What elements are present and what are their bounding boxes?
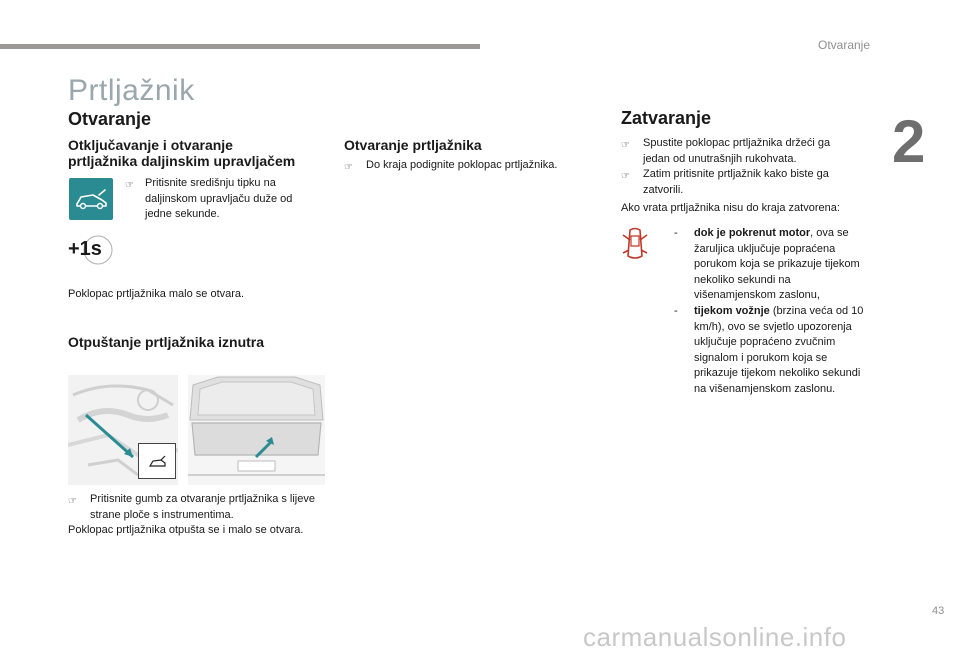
dash-marker: - xyxy=(674,227,678,239)
subsection-title-remote xyxy=(68,137,338,169)
bullet-marker: ☞ xyxy=(125,180,134,191)
trunk-release-icon xyxy=(139,444,175,478)
car-rear-illustration xyxy=(188,375,325,485)
subsection-title-open-trunk: Otvaranje prtljažnika xyxy=(344,137,482,153)
warning-driving xyxy=(694,304,874,397)
bullet-marker: ☞ xyxy=(621,140,630,151)
chapter-number: 2 xyxy=(892,108,926,175)
header-bar xyxy=(0,44,480,49)
bullet-marker: ☞ xyxy=(621,171,630,182)
section-heading-closing: Zatvaranje xyxy=(621,108,712,128)
not-closed-condition: Ako vrata prtljažnika nisu do kraja zatvorena: xyxy=(621,202,840,214)
dashboard-release-illustration xyxy=(68,375,178,485)
inside-result-text: Poklopac prtljažnika otpušta se i malo se otvara. xyxy=(68,524,304,536)
warning-engine-running-bold: dok je pokrenut motor xyxy=(694,227,811,239)
release-button-closeup xyxy=(138,443,176,479)
warning-driving-text: (brzina veća od 10 km/h), ovo se svjetlo upozorenja uključuje popraćeno zvučnim signalom i porukom koja se prikazuje tijekom nekoliko sekundi na višenamjenskom zaslonu. xyxy=(694,305,864,395)
closing-step-2: Zatim pritisnite prtljažnik kako biste ga zatvorili. xyxy=(643,168,829,196)
bullet-marker: ☞ xyxy=(68,496,77,507)
dash-marker: - xyxy=(674,305,678,317)
page-title: Prtljažnik xyxy=(68,74,195,107)
door-open-warning-icon xyxy=(620,226,650,262)
warning-engine-running xyxy=(694,226,874,304)
remote-result-text: Poklopac prtljažnika malo se otvara. xyxy=(68,288,245,300)
subsection-title-inside: Otpuštanje prtljažnika iznutra xyxy=(68,334,265,350)
inside-instruction: Pritisnite gumb za otvaranje prtljažnika s lijeve strane ploče s instrumentima. xyxy=(90,493,315,521)
page-number: 43 xyxy=(932,605,945,617)
car-rear-drawing xyxy=(188,375,325,485)
one-second-badge xyxy=(68,234,114,266)
watermark: carmanualsonline.info xyxy=(583,622,847,652)
remote-key-tile xyxy=(69,178,113,220)
closing-step-1: Spustite poklopac prtljažnika držeći ga jedan od unutrašnjih rukohvata. xyxy=(643,137,831,165)
section-heading-opening: Otvaranje xyxy=(68,109,152,129)
remote-instruction: Pritisnite središnju tipku na daljinskom upravljaču duže od jedne sekunde. xyxy=(145,177,293,220)
subsection-title-remote-line2: prtljažnika daljinskim upravljačem xyxy=(68,153,296,169)
duration-label: +1s xyxy=(68,238,102,260)
chapter-title: Otvaranje xyxy=(818,38,871,52)
open-door-icon xyxy=(620,226,650,262)
bullet-marker: ☞ xyxy=(344,162,353,173)
warning-driving-bold: tijekom vožnje xyxy=(694,305,770,317)
car-boot-open-icon xyxy=(69,178,113,220)
warning-engine-running-text: , ova se žaruljica uključuje popraćena porukom koja se prikazuje tijekom nekoliko sekundi na višenamjenskom zaslonu, xyxy=(694,227,860,301)
subsection-title-remote-line1: Otključavanje i otvaranje xyxy=(68,137,233,153)
open-trunk-instruction: Do kraja podignite poklopac prtljažnika. xyxy=(366,159,558,171)
